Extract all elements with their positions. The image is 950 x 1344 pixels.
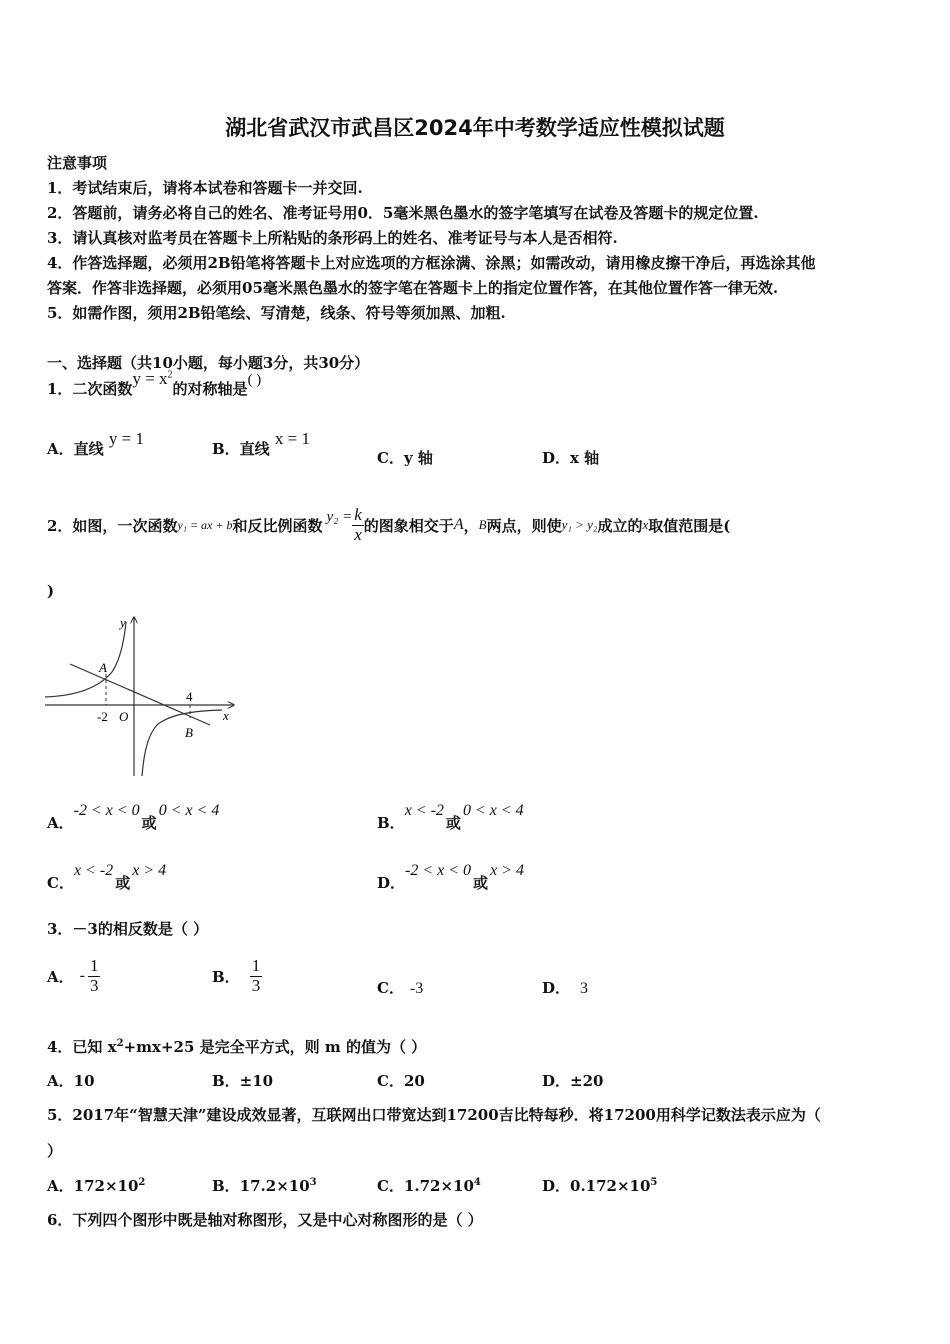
q4-pre: 4．已知 x <box>47 1038 117 1056</box>
q2-text-6: 取值范围是( <box>648 516 731 535</box>
q3-option-a-sign: - <box>79 967 85 984</box>
q2-text-1: 2．如图，一次函数 <box>47 516 178 535</box>
graph-label-b: B <box>185 725 193 740</box>
q2-option-a <box>47 802 220 833</box>
q3-option-d <box>542 977 588 998</box>
q2-condition: y₁ > y₂ <box>561 517 598 532</box>
q2-linear-formula: y₁ = ax + b <box>177 517 233 532</box>
q5-option-c-label: C．1.72×10 <box>377 1177 474 1195</box>
q3-option-b-den: 3 <box>251 975 261 995</box>
q1-paren: ( ) <box>247 372 262 388</box>
graph-label-a: A <box>99 660 107 675</box>
q2-inverse-den: x <box>354 524 362 544</box>
q5-option-d-label: D．0.172×10 <box>542 1177 651 1195</box>
q1-option-b-math: x = 1 <box>274 429 311 448</box>
question-1 <box>47 369 262 399</box>
q3-option-b-fraction <box>250 957 263 995</box>
graph-label-4: 4 <box>186 689 193 704</box>
question-6: 6．下列四个图形中既是轴对称图形，又是中心对称图形的是（ ） <box>47 1211 483 1229</box>
q2-option-c-label: C． <box>47 874 74 892</box>
q1-formula-base: y = x <box>132 369 168 388</box>
q2-text-3: 的图象相交于 <box>363 516 454 535</box>
question-3: 3．－3的相反数是（ ） <box>47 920 209 938</box>
q2-option-a-label: A． <box>47 814 74 832</box>
q2-inverse-fraction <box>352 506 364 544</box>
hyperbola-branch-left <box>45 622 126 697</box>
q4-option-c: C．20 <box>377 1072 425 1090</box>
graph-label-x: x <box>223 708 229 723</box>
q3-option-a <box>47 952 100 1000</box>
q2-option-b-label: B． <box>377 814 405 832</box>
q2-inverse-lhs: y₂ = <box>326 508 353 525</box>
q2-option-a-or: 或 <box>141 814 157 832</box>
q5-option-b-exp: 3 <box>309 1177 317 1188</box>
q4-option-a: A．10 <box>47 1072 95 1090</box>
q2-comma: ， <box>463 516 479 535</box>
q1-option-a-label: A．直线 <box>47 440 104 458</box>
q2-option-b-or: 或 <box>445 814 461 832</box>
q5-close-paren: ） <box>47 1142 63 1160</box>
notice-heading: 注意事项 <box>47 154 108 172</box>
q5-option-c <box>377 1175 481 1196</box>
graph-label-y: y <box>120 615 126 630</box>
q2-option-d-m1: -2 < x < 0 <box>405 862 472 879</box>
q1-option-b-label: B．直线 <box>212 440 270 458</box>
question-2 <box>47 500 730 550</box>
page-title: 湖北省武汉市武昌区2024年中考数学适应性模拟试题 <box>225 116 725 140</box>
q5-option-a <box>47 1175 145 1196</box>
q5-option-a-exp: 2 <box>138 1177 146 1188</box>
q2-option-a-m1: -2 < x < 0 <box>73 802 140 819</box>
q5-option-d <box>542 1175 657 1196</box>
notice-item: 5．如需作图，须用2B铅笔绘、写清楚，线条、符号等须加黑、加粗. <box>47 304 506 322</box>
q3-option-d-label: D． <box>542 979 571 997</box>
q3-option-d-value: 3 <box>580 980 589 997</box>
q4-sup: 2 <box>116 1038 124 1049</box>
q3-option-c <box>377 977 423 998</box>
q4-post: +mx+25 是完全平方式，则 m 的值为（ ） <box>123 1038 427 1056</box>
q3-option-a-num: 1 <box>89 955 99 975</box>
q1-suffix: 的对称轴是 <box>172 380 248 398</box>
notice-item: 2．答题前，请务必将自己的姓名、准考证号用0．5毫米黑色墨水的签字笔填写在试卷及答题卡的规定位置. <box>47 204 759 222</box>
q2-option-c-m2: x > 4 <box>132 862 167 879</box>
graph-label-neg2: -2 <box>97 709 108 724</box>
q3-option-a-label: A． <box>47 967 74 986</box>
q1-option-d: D．x 轴 <box>542 449 600 467</box>
q3-option-b-num: 1 <box>251 955 261 975</box>
notice-item: 答案．作答非选择题，必须用05毫米黑色墨水的签字笔在答题卡上的指定位置作答，在其他位置作答一律无效. <box>47 279 779 297</box>
q2-option-b <box>377 802 524 833</box>
q2-text-2: 和反比例函数 <box>232 516 323 535</box>
question-5: 5．2017年“智慧天津”建设成效显著，互联网出口带宽达到17200吉比特每秒．将17200用科学记数法表示应为（ <box>47 1106 821 1124</box>
q2-option-c-or: 或 <box>115 874 131 892</box>
notice-item: 3．请认真核对监考员在答题卡上所粘贴的条形码上的姓名、准考证号与本人是否相符. <box>47 229 618 247</box>
q2-option-c-m1: x < -2 <box>73 862 114 879</box>
hyperbola-branch-right <box>142 710 222 776</box>
q2-option-b-m1: x < -2 <box>404 802 444 819</box>
q1-option-b <box>212 429 311 459</box>
q5-option-a-label: A．172×10 <box>47 1177 139 1195</box>
q3-option-c-label: C． <box>377 979 404 997</box>
q2-option-c <box>47 862 167 893</box>
graph-label-origin: O <box>119 709 129 724</box>
q2-close-paren: ) <box>47 582 55 600</box>
q2-point-b: B <box>478 517 487 532</box>
q3-option-b-label: B． <box>212 967 240 986</box>
q2-option-b-m2: 0 < x < 4 <box>462 802 524 819</box>
q2-option-d-m2: x > 4 <box>490 862 524 879</box>
q2-inverse-num: k <box>354 504 362 524</box>
q1-option-c: C．y 轴 <box>377 449 433 467</box>
q3-option-a-fraction <box>88 957 101 995</box>
q5-option-d-exp: 5 <box>650 1177 658 1188</box>
q2-option-d-or: 或 <box>473 874 489 892</box>
q2-point-a: A <box>453 516 464 533</box>
q3-option-b <box>212 952 262 1000</box>
notice-item: 1．考试结束后，请将本试卷和答题卡一并交回. <box>47 179 363 197</box>
q5-option-c-exp: 4 <box>473 1177 481 1188</box>
q5-option-b-label: B．17.2×10 <box>212 1177 310 1195</box>
q5-option-b <box>212 1175 317 1196</box>
q2-option-a-m2: 0 < x < 4 <box>158 802 220 819</box>
notice-item: 4．作答选择题，必须用2B铅笔将答题卡上对应选项的方框涂满、涂黑；如需改动，请用橡皮擦干净后，再选涂其他 <box>47 254 816 272</box>
q2-option-d <box>377 862 524 893</box>
q4-option-b: B．±10 <box>212 1072 274 1090</box>
q3-option-c-value: -3 <box>409 980 424 997</box>
question-4 <box>47 1036 426 1057</box>
q1-prefix: 1．二次函数 <box>47 380 133 398</box>
q2-variable-x: x <box>642 517 649 532</box>
q2-graph <box>42 612 242 780</box>
q1-option-a-math: y = 1 <box>108 429 144 448</box>
q1-formula <box>132 369 172 388</box>
q1-option-a <box>47 429 144 459</box>
q2-text-4: 两点，则使 <box>486 516 562 535</box>
q2-text-5: 成立的 <box>597 516 643 535</box>
q3-option-a-den: 3 <box>89 975 99 995</box>
q2-option-d-label: D． <box>377 874 406 892</box>
section-heading: 一、选择题（共10小题，每小题3分，共30分） <box>47 354 370 372</box>
q4-option-d: D．±20 <box>542 1072 604 1090</box>
q1-formula-exp: 2 <box>167 369 173 381</box>
